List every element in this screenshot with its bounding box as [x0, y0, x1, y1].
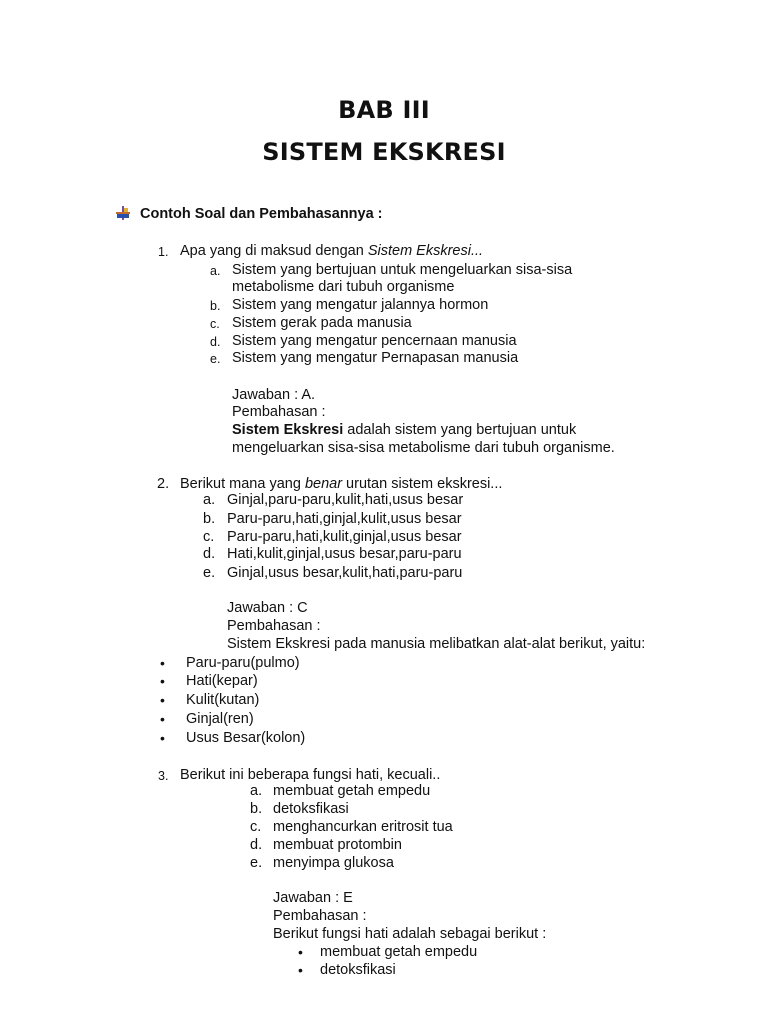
q2-discussion-label: Pembahasan :	[227, 618, 321, 634]
bullet-icon: •	[298, 944, 303, 960]
q2-option-text: Ginjal,usus besar,kulit,hati,paru-paru	[227, 565, 463, 581]
q2-bullet-item: Usus Besar(kolon)	[186, 730, 306, 746]
section-heading: Contoh Soal dan Pembahasannya :	[140, 206, 383, 222]
q1-option-text: Sistem gerak pada manusia	[232, 315, 412, 331]
q2-option-letter: b.	[203, 511, 216, 527]
q3-option-text: menghancurkan eritrosit tua	[273, 819, 453, 835]
q3-question: Berikut ini beberapa fungsi hati, kecuali..	[180, 767, 441, 783]
q2-number: 2.	[157, 476, 170, 492]
q3-discussion: Berikut fungsi hati adalah sebagai berikut :	[273, 926, 547, 942]
bullet-icon: •	[160, 711, 165, 727]
q2-option-letter: d.	[203, 546, 216, 562]
q2-option-letter: e.	[203, 565, 216, 581]
q3-bullet-item: detoksfikasi	[320, 962, 396, 978]
bullet-icon: •	[160, 730, 165, 746]
q3-option-letter: b.	[250, 801, 263, 817]
q1-option-text: Sistem yang mengatur Pernapasan manusia	[232, 350, 519, 366]
q1-option-text: Sistem yang mengatur jalannya hormon	[232, 297, 489, 313]
q2-answer: Jawaban : C	[227, 600, 308, 616]
q1-discussion-line2: mengeluarkan sisa-sisa metabolisme dari tubuh organisme.	[232, 440, 615, 456]
q2-discussion: Sistem Ekskresi pada manusia melibatkan alat-alat berikut, yaitu:	[227, 636, 646, 652]
q1-answer: Jawaban : A.	[232, 387, 316, 403]
q1-option-letter: a.	[210, 264, 221, 278]
section-marker-icon	[116, 206, 130, 220]
q3-option-text: membuat getah empedu	[273, 783, 431, 799]
q2-bullet-item: Ginjal(ren)	[186, 711, 254, 727]
q3-bullet-item: membuat getah empedu	[320, 944, 478, 960]
q2-bullet-item: Paru-paru(pulmo)	[186, 655, 300, 671]
q3-option-letter: d.	[250, 837, 263, 853]
bullet-icon: •	[298, 962, 303, 978]
q2-option-letter: a.	[203, 492, 216, 508]
q1-option-text: Sistem yang bertujuan untuk mengeluarkan sisa-sisa	[232, 262, 573, 278]
q1-number: 1.	[158, 245, 169, 259]
q3-option-letter: e.	[250, 855, 263, 871]
bullet-icon: •	[160, 655, 165, 671]
bullet-icon: •	[160, 673, 165, 689]
q3-answer: Jawaban : E	[273, 890, 353, 906]
q1-option-text: Sistem yang mengatur pencernaan manusia	[232, 333, 517, 349]
q1-option-text: metabolisme dari tubuh organisme	[232, 279, 455, 295]
bullet-icon: •	[160, 692, 165, 708]
q2-option-letter: c.	[203, 529, 215, 545]
q3-option-text: detoksfikasi	[273, 801, 349, 817]
q1-discussion-label: Pembahasan :	[232, 404, 326, 420]
q1-option-letter: b.	[210, 299, 221, 313]
chapter-title: BAB III	[338, 96, 430, 124]
q2-option-text: Ginjal,paru-paru,kulit,hati,usus besar	[227, 492, 464, 508]
q3-option-letter: a.	[250, 783, 263, 799]
q1-question: Apa yang di maksud dengan Sistem Ekskresi...	[180, 243, 484, 259]
q3-option-letter: c.	[250, 819, 262, 835]
q1-option-letter: c.	[210, 317, 220, 331]
q3-discussion-label: Pembahasan :	[273, 908, 367, 924]
q3-option-text: membuat protombin	[273, 837, 402, 853]
q1-option-letter: e.	[210, 352, 221, 366]
chapter-subtitle: SISTEM EKSKRESI	[262, 138, 506, 166]
q3-number: 3.	[158, 769, 169, 783]
q2-option-text: Paru-paru,hati,ginjal,kulit,usus besar	[227, 511, 462, 527]
q1-discussion: Sistem Ekskresi adalah sistem yang bertujuan untuk	[232, 422, 577, 438]
q2-question: Berikut mana yang benar urutan sistem ekskresi...	[180, 476, 503, 492]
q2-option-text: Hati,kulit,ginjal,usus besar,paru-paru	[227, 546, 462, 562]
q3-option-text: menyimpa glukosa	[273, 855, 394, 871]
q2-bullet-item: Kulit(kutan)	[186, 692, 260, 708]
q2-option-text: Paru-paru,hati,kulit,ginjal,usus besar	[227, 529, 462, 545]
q1-option-letter: d.	[210, 335, 221, 349]
q2-bullet-item: Hati(kepar)	[186, 673, 258, 689]
